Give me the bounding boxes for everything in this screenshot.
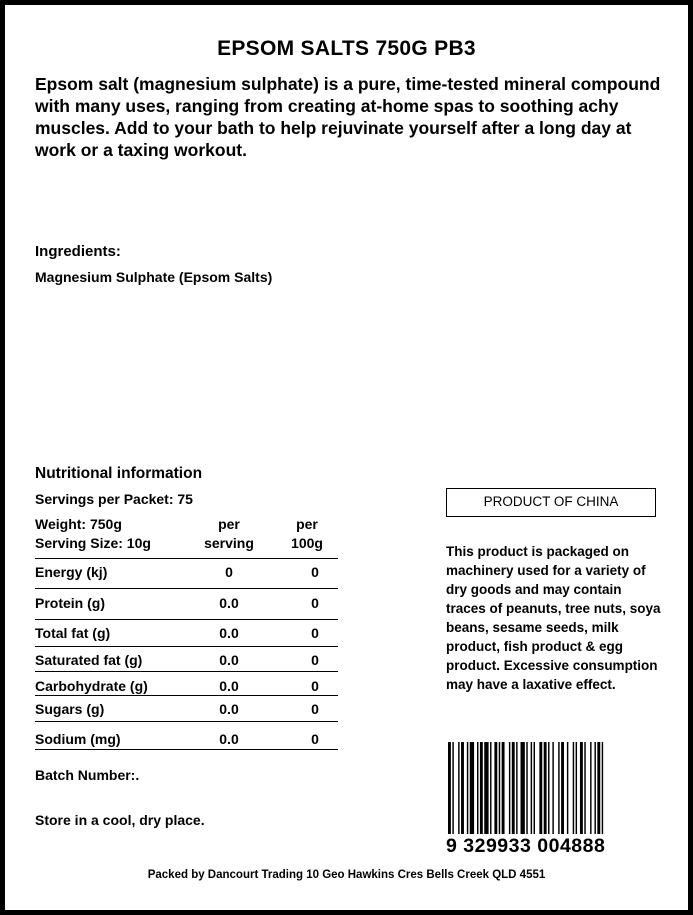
- barcode-bar: [452, 742, 453, 834]
- row-name: Total fat (g): [35, 625, 111, 641]
- row-per-100g: 0: [311, 701, 319, 717]
- table-divider: [35, 558, 338, 559]
- table-divider: [35, 721, 338, 722]
- row-per-100g: 0: [311, 595, 319, 611]
- barcode-bar: [521, 742, 525, 834]
- barcode-bar: [576, 742, 577, 834]
- barcode-bar: [544, 742, 547, 834]
- product-label: [5, 5, 688, 910]
- row-per-serving: 0.0: [219, 678, 239, 694]
- row-per-serving: 0.0: [219, 731, 239, 747]
- barcode-bar: [558, 742, 559, 834]
- barcode-bar: [477, 742, 478, 834]
- table-divider: [35, 619, 338, 620]
- barcode-bar: [573, 742, 574, 834]
- row-per-100g: 0: [311, 731, 319, 747]
- barcode-bar: [484, 742, 488, 834]
- allergen-warning: This product is packaged on machinery used for a variety of dry goods and may contain traces of peanuts, tree nuts, soya beans, sesame seeds, milk product, fish product & egg product. Excessive consumption may have a laxative effect.: [446, 544, 661, 692]
- nutrition-table-header: [35, 515, 337, 555]
- barcode-bar: [526, 742, 527, 834]
- product-title: EPSOM SALTS 750G PB3: [217, 37, 476, 60]
- row-name: Sodium (mg): [35, 731, 121, 747]
- barcode-number: 9 329933 004888: [446, 835, 606, 857]
- ingredients-value: Magnesium Sulphate (Epsom Salts): [35, 269, 273, 285]
- col-per-100g-line2: 100g: [291, 535, 323, 551]
- barcode-bar: [561, 742, 564, 834]
- row-per-100g: 0: [311, 678, 319, 694]
- row-per-serving: 0.0: [219, 652, 239, 668]
- nutrition-heading: Nutritional information: [35, 465, 203, 482]
- batch-number: Batch Number:.: [35, 767, 140, 783]
- serving-size-label: Serving Size: 10g: [35, 535, 151, 551]
- barcode-bar: [602, 742, 603, 834]
- row-per-100g: 0: [311, 564, 319, 580]
- barcode-bar: [534, 742, 535, 834]
- row-per-serving: 0.0: [219, 625, 239, 641]
- servings-per-packet: Servings per Packet: 75: [35, 491, 193, 507]
- row-per-serving: 0.0: [219, 595, 239, 611]
- barcode-bar: [502, 742, 505, 834]
- barcode-bar: [516, 742, 517, 834]
- barcode-bar: [458, 742, 459, 834]
- storage-instructions: Store in a cool, dry place.: [35, 812, 205, 828]
- barcode-bar: [467, 742, 468, 834]
- barcode-bar: [531, 742, 532, 834]
- row-name: Sugars (g): [35, 701, 105, 717]
- row-name: Energy (kj): [35, 564, 108, 580]
- weight-label: Weight: 750g: [35, 516, 122, 532]
- barcode-bar: [594, 742, 595, 834]
- row-per-100g: 0: [311, 652, 319, 668]
- table-divider: [35, 646, 338, 647]
- barcode-bar: [461, 742, 464, 834]
- barcode-bar: [494, 742, 497, 834]
- barcode-bar: [480, 742, 483, 834]
- row-per-100g: 0: [311, 625, 319, 641]
- row-name: Saturated fat (g): [35, 652, 143, 668]
- row-per-serving: 0.0: [219, 701, 239, 717]
- table-divider: [35, 749, 338, 750]
- col-per-serving-line2: serving: [204, 535, 254, 551]
- packed-by: Packed by Dancourt Trading 10 Geo Hawkins Cres Bells Creek QLD 4551: [147, 869, 546, 881]
- barcode-bar: [448, 742, 451, 834]
- barcode-bar: [580, 742, 583, 834]
- col-per-100g-line1: per: [296, 516, 318, 532]
- product-description: Epsom salt (magnesium sulphate) is a pure, time-tested mineral compound with many uses, ranging from creating at-home spas to soothing achy muscles. Add to your bath to help rejuvinate yourself after a long day at work or a taxing workout.: [35, 74, 661, 160]
- barcode: [446, 742, 646, 842]
- table-divider: [35, 671, 338, 672]
- barcode-bar: [499, 742, 500, 834]
- table-divider: [35, 695, 338, 696]
- barcode-bar: [567, 742, 568, 834]
- barcode-bar: [509, 742, 510, 834]
- col-per-serving-line1: per: [218, 516, 240, 532]
- barcode-bar: [512, 742, 515, 834]
- barcode-bar: [490, 742, 491, 834]
- barcode-bar: [470, 742, 474, 834]
- barcode-bar: [552, 742, 553, 834]
- barcode-bar: [590, 742, 591, 834]
- barcode-bar: [539, 742, 542, 834]
- table-divider: [35, 588, 338, 589]
- row-name: Carbohydrate (g): [35, 678, 148, 694]
- row-name: Protein (g): [35, 595, 105, 611]
- country-of-origin: PRODUCT OF CHINA: [446, 488, 656, 517]
- row-per-serving: 0: [225, 564, 233, 580]
- ingredients-heading: Ingredients:: [35, 243, 121, 260]
- barcode-bar: [584, 742, 585, 834]
- barcode-bar: [548, 742, 549, 834]
- barcode-bar: [597, 742, 600, 834]
